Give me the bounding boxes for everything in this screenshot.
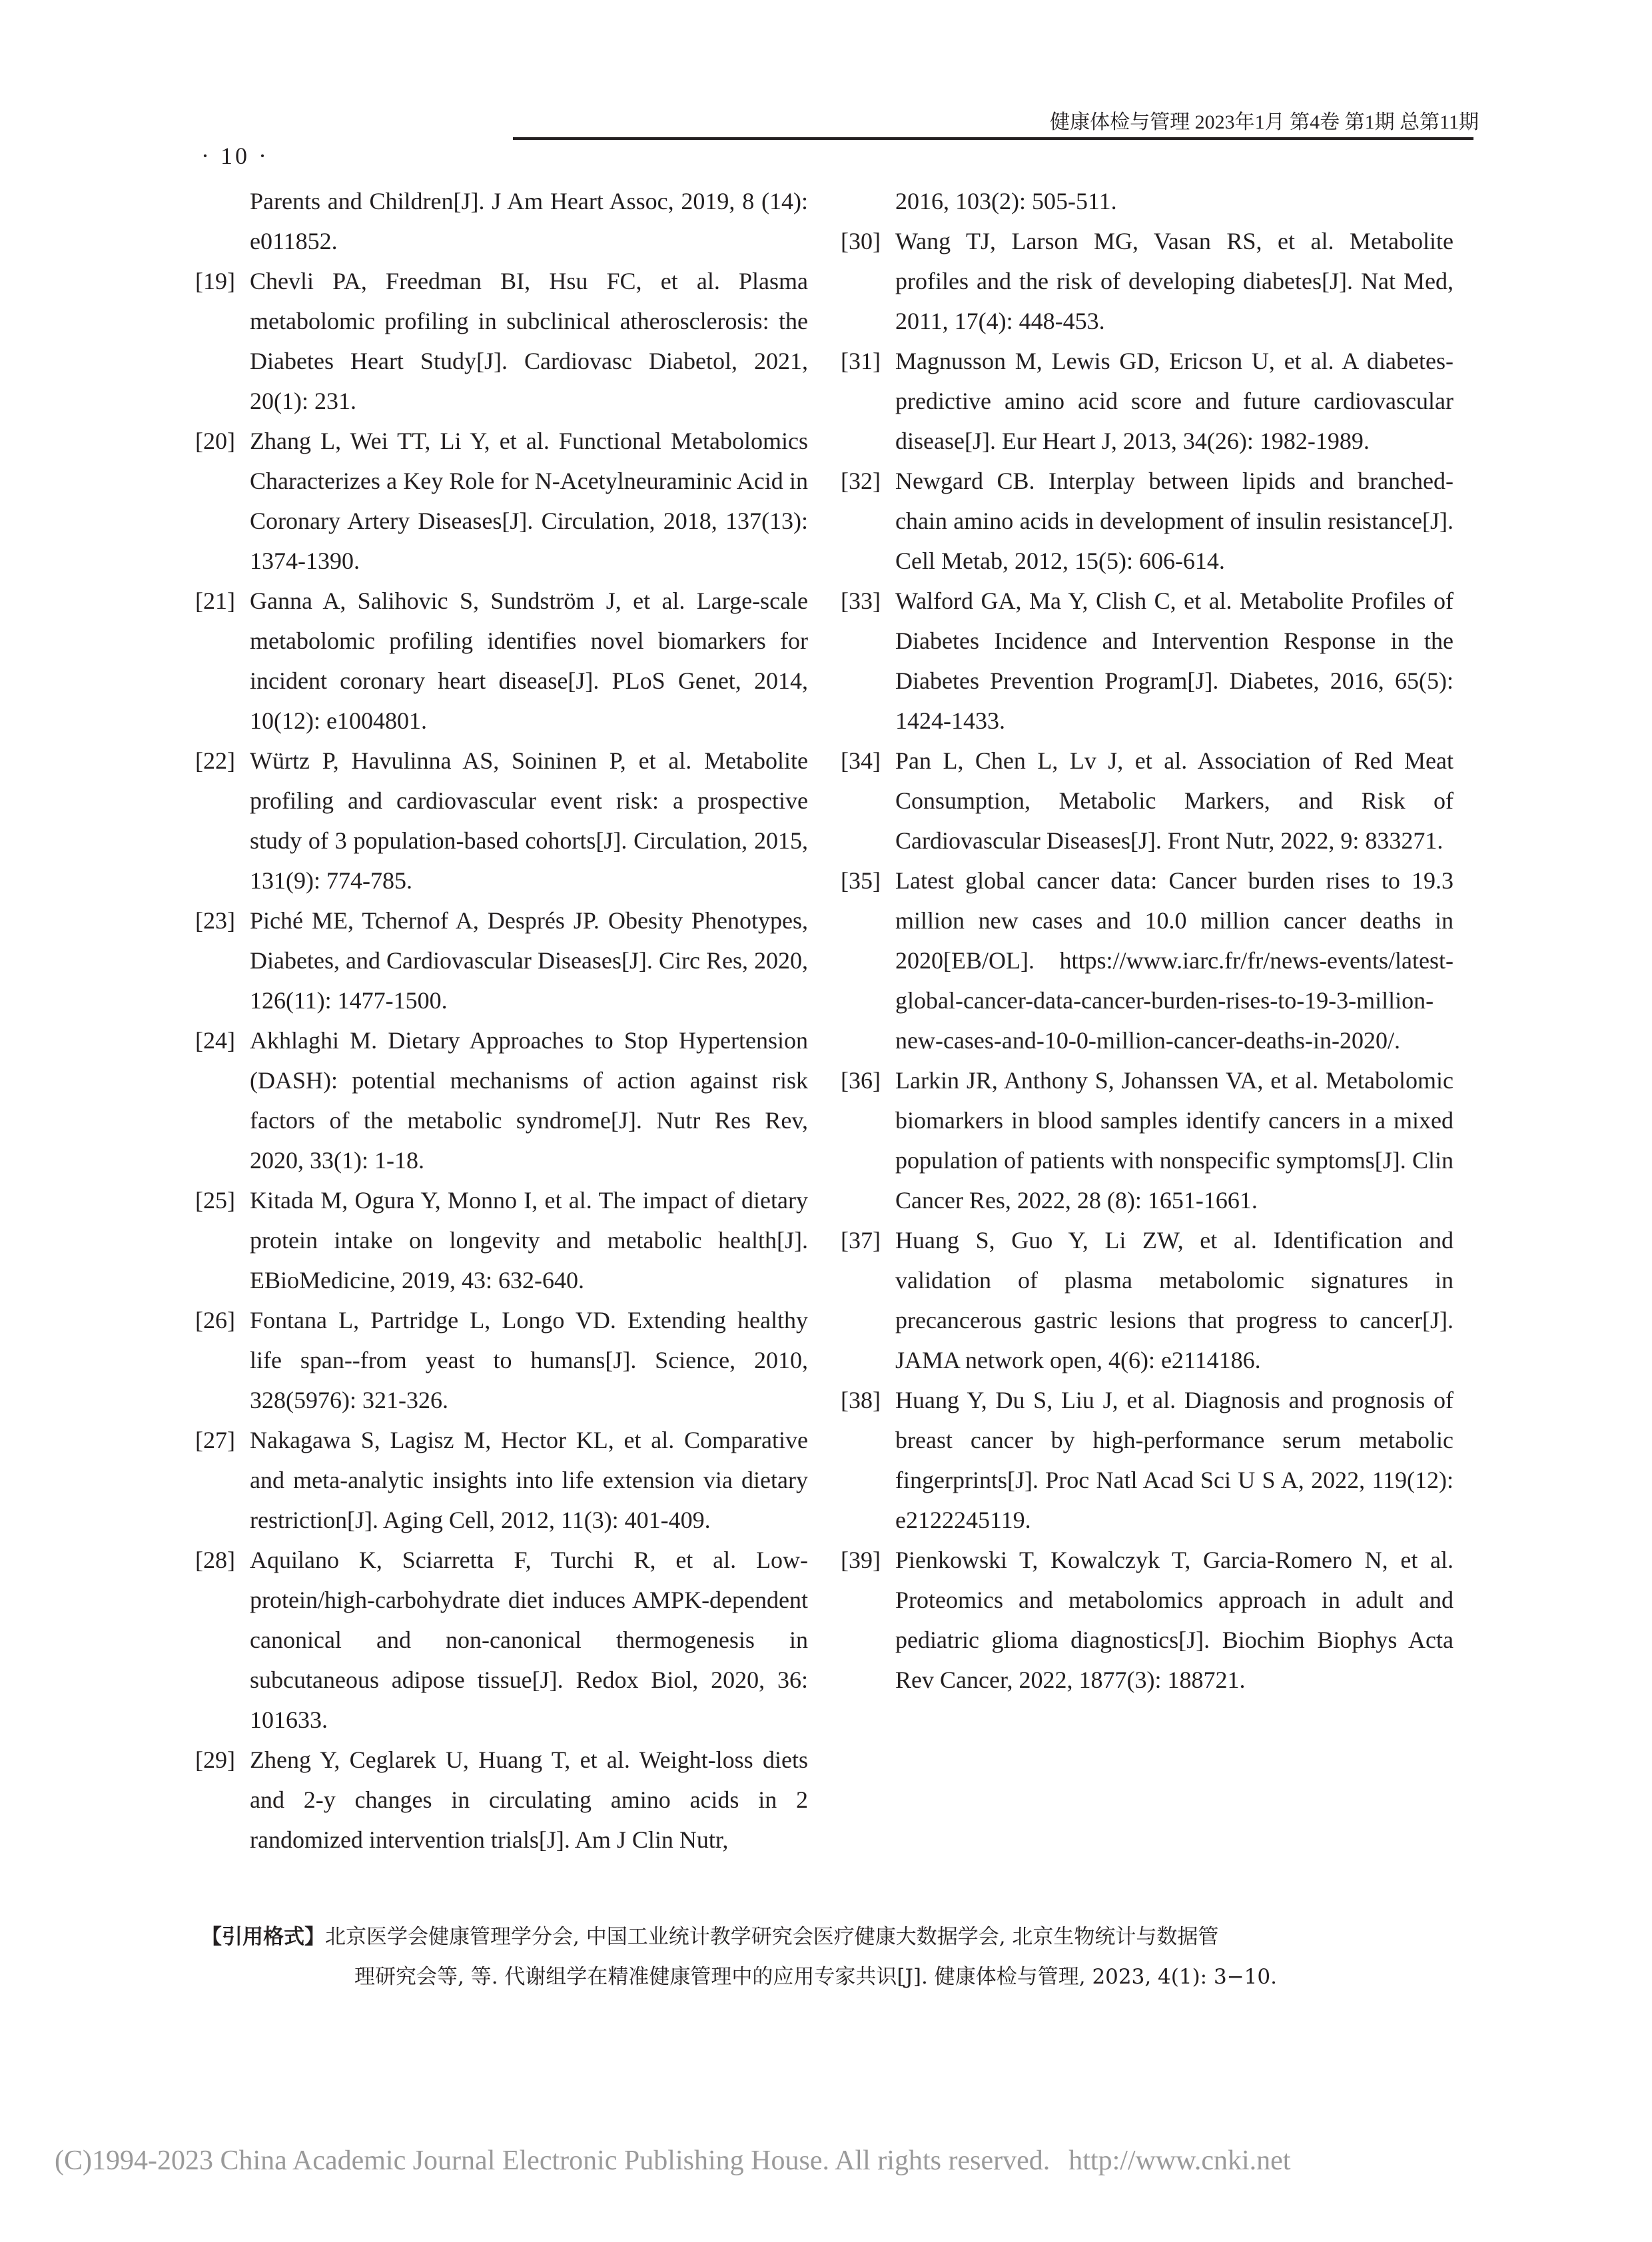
reference-number: [33] [841, 587, 881, 614]
reference-text: Fontana L, Partridge L, Longo VD. Extending healthy life span--from yeast to humans[J]. Science, 2010, 328(5976): 321-326. [250, 1307, 808, 1413]
reference-item [195, 1020, 808, 1180]
reference-item [195, 1540, 808, 1740]
reference-number: [34] [841, 747, 881, 774]
reference-item [841, 861, 1453, 1060]
page-number: · 10 · [201, 143, 269, 169]
citation-block [201, 1917, 1473, 1997]
reference-number: [28] [195, 1547, 235, 1573]
reference-number: [38] [841, 1387, 881, 1413]
reference-text: Nakagawa S, Lagisz M, Hector KL, et al. Comparative and meta-analytic insights into life extension via dietary restriction[J]. Aging Cell, 2012, 11(3): 401-409. [250, 1427, 808, 1533]
reference-column-right [841, 181, 1453, 1700]
reference-item [195, 1420, 808, 1540]
reference-item [195, 741, 808, 901]
reference-item [841, 1540, 1453, 1700]
reference-text: Wang TJ, Larson MG, Vasan RS, et al. Metabolite profiles and the risk of developing diabetes[J]. Nat Med, 2011, 17(4): 448-453. [895, 228, 1453, 334]
reference-item [841, 461, 1453, 581]
reference-number: [24] [195, 1027, 235, 1054]
reference-item [841, 741, 1453, 861]
reference-item [195, 901, 808, 1020]
reference-number: [25] [195, 1187, 235, 1214]
reference-text: Aquilano K, Sciarretta F, Turchi R, et al. Low-protein/high-carbohydrate diet induces AMPK-dependent canonical and non-canonical thermogenesis in subcutaneous adipose tissue[J]. Redox Biol, 2020, 36: 101633. [250, 1547, 808, 1733]
reference-text: Larkin JR, Anthony S, Johanssen VA, et al. Metabolomic biomarkers in blood samples identify cancers in a mixed population of patients with nonspecific symptoms[J]. Clin Cancer Res, 2022, 28 (8): 1651-1661. [895, 1067, 1453, 1214]
reference-item [841, 581, 1453, 741]
reference-number: [31] [841, 348, 881, 374]
reference-number: [30] [841, 228, 881, 254]
reference-number: [27] [195, 1427, 235, 1453]
reference-text: Piché ME, Tchernof A, Després JP. Obesity Phenotypes, Diabetes, and Cardiovascular Diseases[J]. Circ Res, 2020, 126(11): 1477-1500. [250, 907, 808, 1014]
cnki-url: http://www.cnki.net [1068, 2145, 1291, 2176]
reference-number: [23] [195, 907, 235, 934]
reference-text: Chevli PA, Freedman BI, Hsu FC, et al. Plasma metabolomic profiling in subclinical atherosclerosis: the Diabetes Heart Study[J]. Cardiovasc Diabetol, 2021, 20(1): 231. [250, 268, 808, 414]
reference-text: Huang Y, Du S, Liu J, et al. Diagnosis and prognosis of breast cancer by high-performance serum metabolic fingerprints[J]. Proc Natl Acad Sci U S A, 2022, 119(12): e2122245119. [895, 1387, 1453, 1533]
reference-item [195, 581, 808, 741]
reference-number: [21] [195, 587, 235, 614]
reference-text: Zhang L, Wei TT, Li Y, et al. Functional Metabolomics Characterizes a Key Role for N-Acetylneuraminic Acid in Coronary Artery Diseases[J]. Circulation, 2018, 137(13): 1374-1390. [250, 428, 808, 574]
reference-item [841, 1380, 1453, 1540]
reference-text: Würtz P, Havulinna AS, Soininen P, et al. Metabolite profiling and cardiovascular event risk: a prospective study of 3 population-based cohorts[J]. Circulation, 2015, 131(9): 774-785. [250, 747, 808, 894]
reference-item [195, 181, 808, 261]
reference-text: Parents and Children[J]. J Am Heart Assoc, 2019, 8 (14): e011852. [250, 188, 808, 254]
header-rule [513, 137, 1473, 140]
reference-item [841, 181, 1453, 221]
reference-item [195, 1180, 808, 1300]
citation-text-1: 北京医学会健康管理学分会, 中国工业统计教学研究会医疗健康大数据学会, 北京生物统计与数据管 [325, 1925, 1219, 1949]
reference-item [841, 341, 1453, 461]
reference-text: Magnusson M, Lewis GD, Ericson U, et al. A diabetes-predictive amino acid score and future cardiovascular disease[J]. Eur Heart J, 2013, 34(26): 1982-1989. [895, 348, 1453, 454]
citation-line-2: 理研究会等, 等. 代谢组学在精准健康管理中的应用专家共识[J]. 健康体检与管理, 2023, 4(1): 3−10. [354, 1965, 1277, 1989]
reference-text: Zheng Y, Ceglarek U, Huang T, et al. Weight-loss diets and 2-y changes in circulating amino acids in 2 randomized intervention trials[J]. Am J Clin Nutr, [250, 1746, 808, 1853]
reference-text: Pan L, Chen L, Lv J, et al. Association of Red Meat Consumption, Metabolic Markers, and Risk of Cardiovascular Diseases[J]. Front Nutr, 2022, 9: 833271. [895, 747, 1453, 854]
reference-item [841, 1220, 1453, 1380]
reference-item [195, 421, 808, 581]
reference-number: [36] [841, 1067, 881, 1094]
reference-item [195, 261, 808, 421]
reference-number: [20] [195, 428, 235, 454]
reference-item [841, 1060, 1453, 1220]
reference-number: [29] [195, 1746, 235, 1773]
citation-label: 【引用格式】 [201, 1925, 325, 1949]
reference-number: [39] [841, 1547, 881, 1573]
reference-text: Walford GA, Ma Y, Clish C, et al. Metabolite Profiles of Diabetes Incidence and Intervention Response in the Diabetes Prevention Program[J]. Diabetes, 2016, 65(5): 1424-1433. [895, 587, 1453, 734]
reference-number: [37] [841, 1227, 881, 1254]
reference-number: [26] [195, 1307, 235, 1333]
reference-text: 2016, 103(2): 505-511. [895, 188, 1117, 214]
reference-item [195, 1300, 808, 1420]
reference-text: Newgard CB. Interplay between lipids and branched-chain amino acids in development of insulin resistance[J]. Cell Metab, 2012, 15(5): 606-614. [895, 468, 1453, 574]
copyright-footer [55, 2145, 1290, 2177]
reference-text: Latest global cancer data: Cancer burden rises to 19.3 million new cases and 10.0 million cancer deaths in 2020[EB/OL]. https://www.iarc.fr/fr/news-events/latest-global-cancer-data-cancer-burden-rises-to-19-3-million-new-cases-and-10-0-million-cancer-deaths-in-2020/. [895, 867, 1453, 1054]
reference-text: Akhlaghi M. Dietary Approaches to Stop Hypertension (DASH): potential mechanisms of action against risk factors of the metabolic syndrome[J]. Nutr Res Rev, 2020, 33(1): 1-18. [250, 1027, 808, 1174]
reference-number: [19] [195, 268, 235, 294]
reference-text: Pienkowski T, Kowalczyk T, Garcia-Romero N, et al. Proteomics and metabolomics approach in adult and pediatric glioma diagnostics[J]. Biochim Biophys Acta Rev Cancer, 2022, 1877(3): 188721. [895, 1547, 1453, 1693]
reference-text: Kitada M, Ogura Y, Monno I, et al. The impact of dietary protein intake on longevity and metabolic health[J]. EBioMedicine, 2019, 43: 632-640. [250, 1187, 808, 1294]
citation-line-1 [201, 1917, 1473, 1957]
reference-text: Ganna A, Salihovic S, Sundström J, et al. Large-scale metabolomic profiling identifies novel biomarkers for incident coronary heart disease[J]. PLoS Genet, 2014, 10(12): e1004801. [250, 587, 808, 734]
reference-column-left [195, 181, 808, 1860]
reference-number: [22] [195, 747, 235, 774]
copyright-text: (C)1994-2023 China Academic Journal Electronic Publishing House. All rights reserved. [55, 2145, 1050, 2176]
reference-item [195, 1740, 808, 1860]
reference-number: [32] [841, 468, 881, 494]
reference-text: Huang S, Guo Y, Li ZW, et al. Identification and validation of plasma metabolomic signatures in precancerous gastric lesions that progress to cancer[J]. JAMA network open, 4(6): e2114186. [895, 1227, 1453, 1373]
running-header: 健康体检与管理 2023年1月 第4卷 第1期 总第11期 [1050, 111, 1479, 133]
reference-number: [35] [841, 867, 881, 894]
reference-item [841, 221, 1453, 341]
